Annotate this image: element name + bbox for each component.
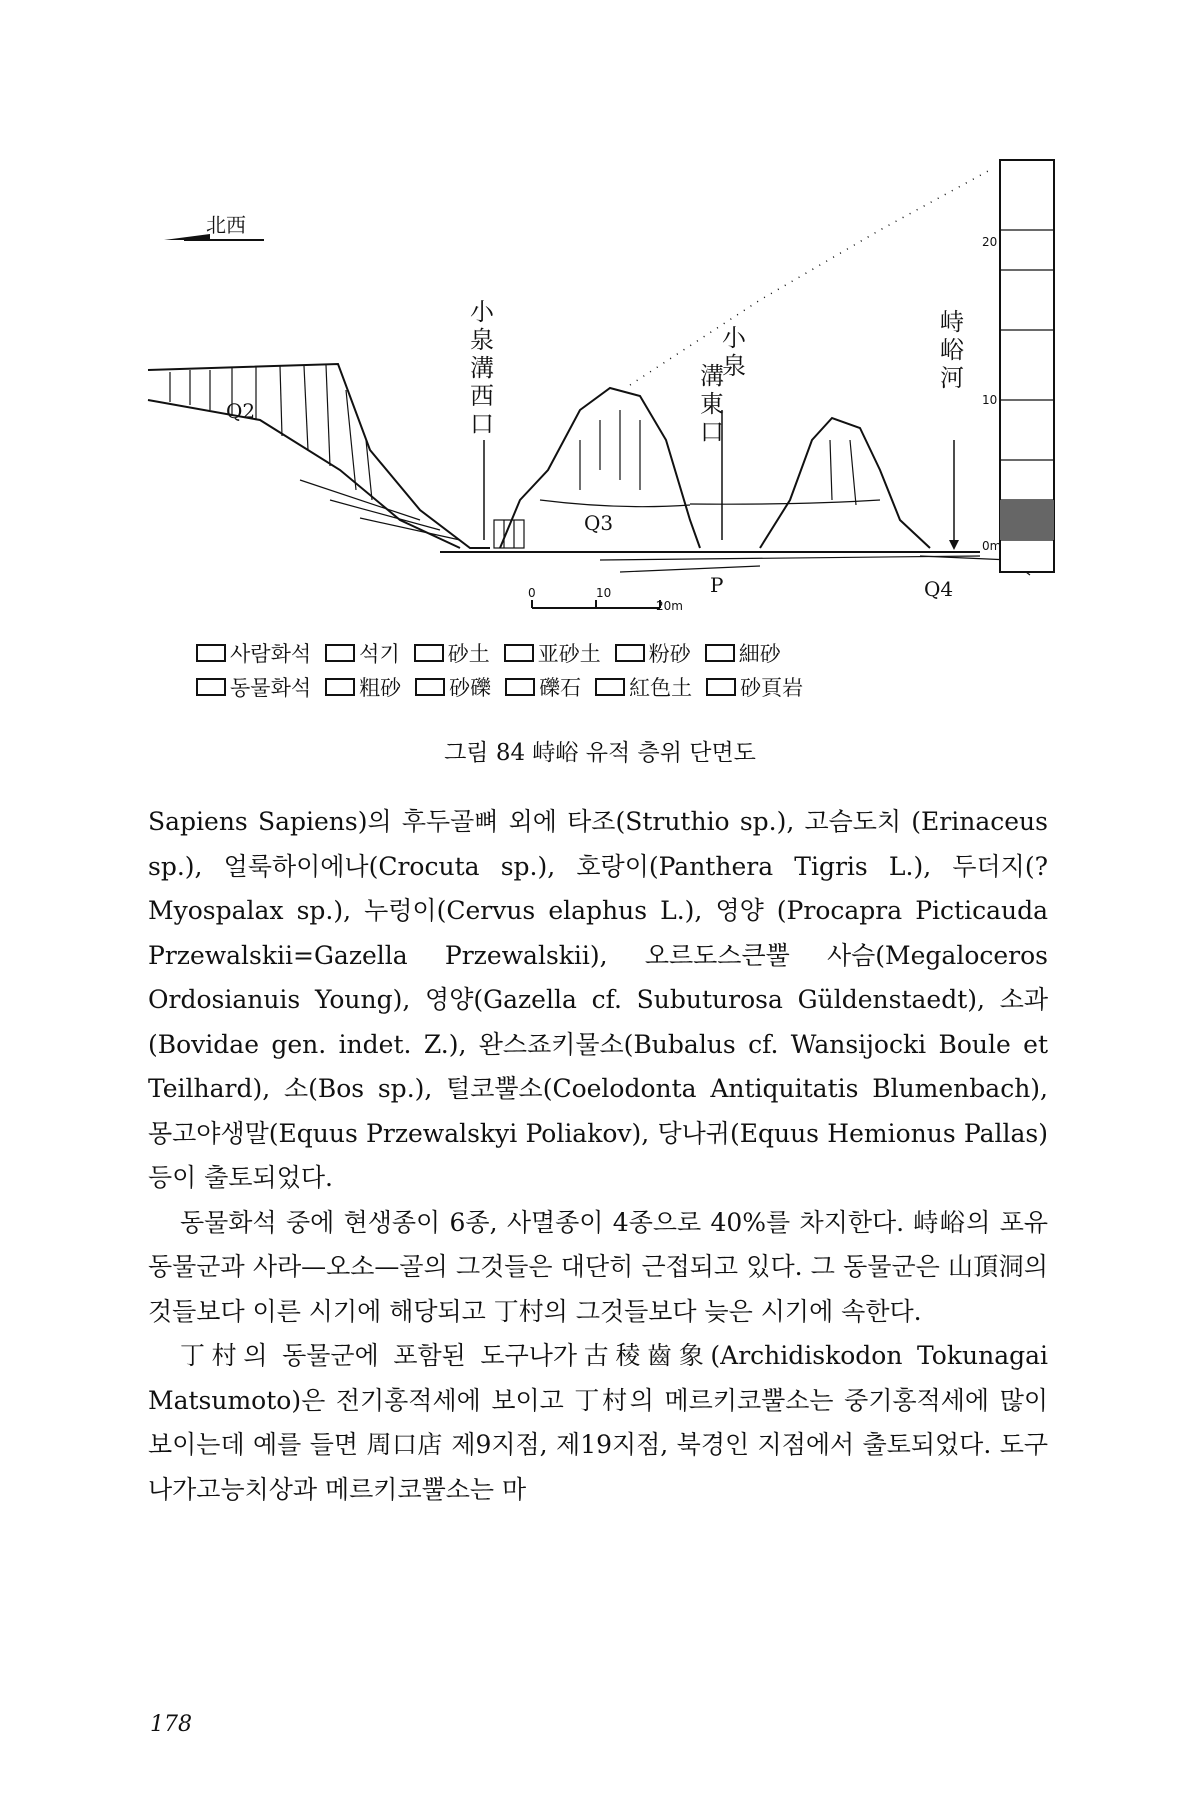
legend-swatch [504,644,534,662]
legend-swatch [414,644,444,662]
legend-item [595,672,692,702]
svg-text:溝: 溝 [700,362,724,390]
legend-swatch [415,678,445,696]
legend-item [706,672,803,702]
svg-text:小: 小 [470,298,494,326]
svg-text:東: 東 [700,390,724,418]
legend-item [196,672,311,702]
legend-label: 紅色土 [629,676,693,700]
q4-label: Q4 [924,577,954,601]
legend-swatch [615,644,645,662]
projection-line [630,170,990,385]
q3-label: Q3 [584,511,614,535]
column-tick-10: 10 [982,393,998,407]
legend-item [505,672,581,702]
label-west-mouth [470,298,495,540]
legend-label: 細砂 [738,642,781,666]
legend-label: 동물화석 [230,676,312,700]
body-text [148,800,1048,1512]
svg-text:口: 口 [700,418,724,446]
compass-label: 北西 [206,213,246,237]
scale-bar [528,586,683,613]
svg-text:20m: 20m [656,599,683,613]
legend-row-1 [196,636,1016,670]
svg-text:口: 口 [470,410,494,438]
legend-swatch [325,678,355,696]
legend-row-2 [196,670,1016,704]
legend-swatch [705,644,735,662]
legend-label: 粉砂 [648,642,691,666]
legend-label: 砂土 [447,642,490,666]
legend-label: 석기 [359,642,400,666]
legend-item [615,638,691,668]
legend-item [325,638,400,668]
legend-item [414,638,490,668]
label-river [940,308,965,550]
legend-label: 砂礫 [449,676,492,700]
page-number: 178 [150,1712,192,1737]
column-tick-0: 0m [982,539,1002,553]
svg-text:峪: 峪 [940,336,964,364]
legend [196,636,1016,704]
legend-swatch [325,644,355,662]
svg-text:西: 西 [470,382,494,410]
legend-swatch [595,678,625,696]
label-east-mouth [700,324,747,540]
legend-item [325,672,401,702]
legend-swatch [196,678,226,696]
paragraph-1: Sapiens Sapiens)의 후두골뼈 외에 타조(Struthio sp.), 고슴도치 (Erinaceus sp.), 얼룩하이에나(Crocuta sp.), 호랑이(Panthera Tigris L.), 두더지(? Myospalax sp.), 누렁이(Cervus elaphus L.), 영양 (Procapra Picticauda Przewalskii=Gazella Przewalskii), 오르도스큰뿔 사슴(Megaloceros Ordosianuis Young), 영양(Gazella cf. Subuturosa Güldenstaedt), 소과(Bovidae gen. indet. Z.), 완스죠키물소(Bubalus cf. Wansijocki Boule et Teilhard), 소(Bos sp.), 털코뿔소(Coelodonta Antiquitatis Blumenbach), 몽고야생말(Equus Przewalskyi Poliakov), 당나귀(Equus Hemionus Pallas) 등이 출토되었다. [148,807,1048,1192]
legend-label: 亚砂土 [537,642,601,666]
legend-item [196,638,311,668]
svg-text:0: 0 [528,586,536,600]
legend-label: 礫石 [539,676,582,700]
compass [164,213,264,240]
legend-item [504,638,601,668]
legend-swatch [706,678,736,696]
left-slope [148,364,490,548]
p-label: P [710,573,724,597]
figure-caption: 그림 84 峙峪 유적 층위 단면도 [444,740,756,766]
legend-swatch [505,678,535,696]
svg-text:溝: 溝 [470,354,494,382]
legend-item [705,638,781,668]
svg-text:小: 小 [722,324,746,352]
legend-label: 砂頁岩 [740,676,804,700]
paragraph-3: 丁村의 동물군에 포함된 도구나가古稜齒象(Archidiskodon Tokunagai Matsumoto)은 전기홍적세에 보이고 丁村의 메르키코뿔소는 중기홍적세에 많이 보이는데 예를 들면 周口店 제9지점, 제19지점, 북경인 지점에서 출토되었다. 도구나가고능치상과 메르키코뿔소는 마 [148,1341,1048,1504]
svg-text:河: 河 [940,364,964,392]
column-tick-20: 20 [982,235,998,249]
svg-text:10: 10 [596,586,612,600]
q2-label: Q2 [226,399,256,423]
svg-text:泉: 泉 [470,326,494,354]
legend-label: 粗砂 [359,676,402,700]
paragraph-2: 동물화석 중에 현생종이 6종, 사멸종이 4종으로 40%를 차지한다. 峙峪의 포유동물군과 사라—오소—골의 그것들은 대단히 근접되고 있다. 그 동물군은 山頂洞의 것들보다 이른 시기에 해당되고 丁村의 그것들보다 늦은 시기에 속한다. [148,1207,1048,1326]
legend-item [415,672,491,702]
legend-label: 사람화석 [230,642,312,666]
right-hill [690,418,930,548]
strat-column [982,160,1054,572]
legend-swatch [196,644,226,662]
svg-text:峙: 峙 [940,308,964,336]
svg-text:泉: 泉 [722,352,746,380]
central-hill [494,388,700,548]
